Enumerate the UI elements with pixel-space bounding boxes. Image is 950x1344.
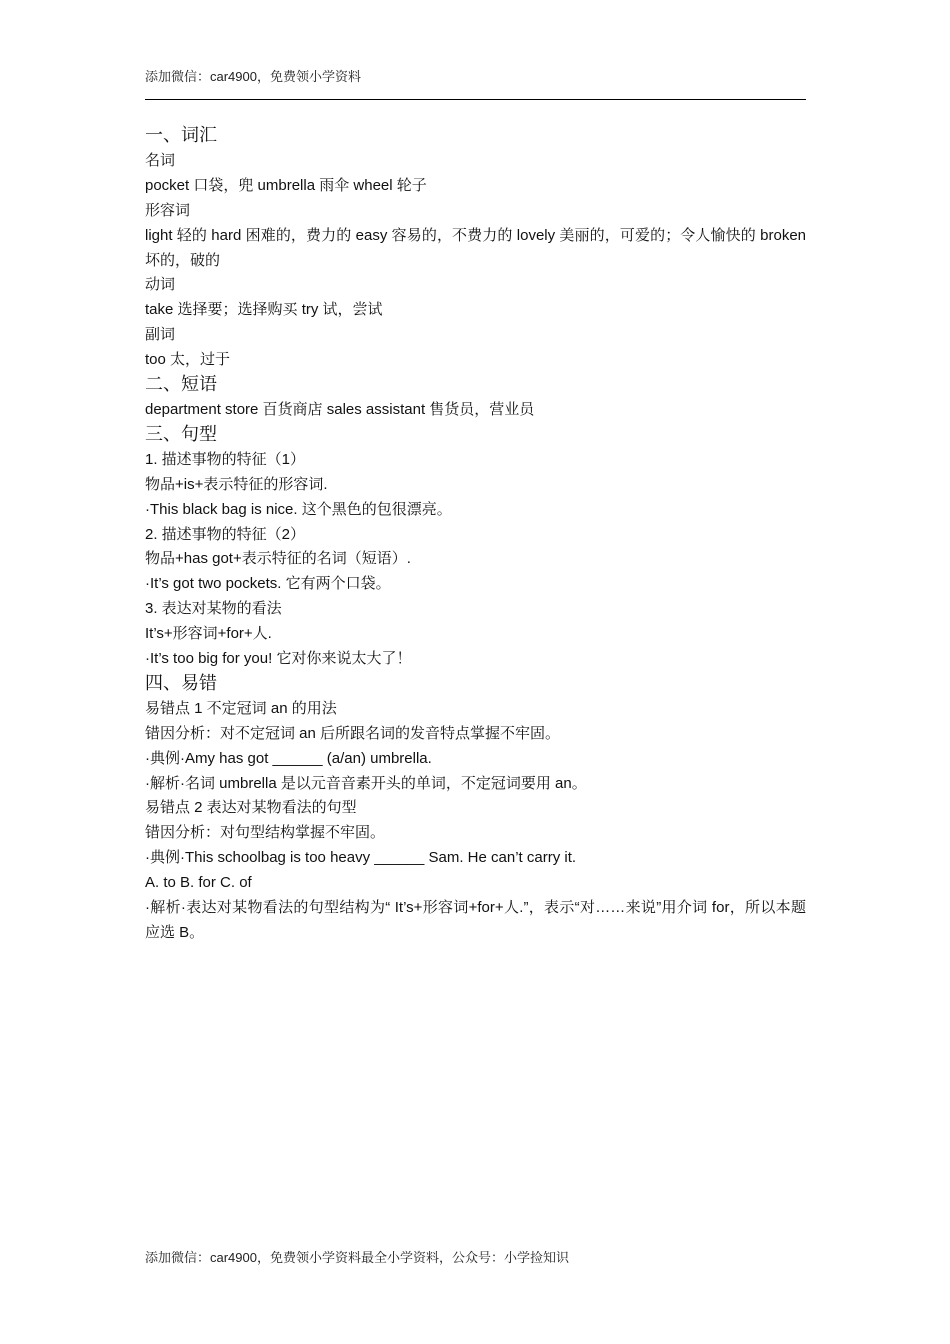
text-line: 名词: [145, 151, 176, 169]
text-line: 1. 描述事物的特征（1）: [145, 450, 306, 468]
text-line: department store 百货商店 sales assistant 售货员，营业员: [145, 400, 535, 418]
section-heading: 三、句型: [145, 423, 217, 445]
text-line: A. to B. for C. of: [145, 874, 252, 892]
text-line: ·解析·表达对某物看法的句型结构为“ It’s+形容词+for+人.”，表示“对……来说”用介词 for，所以本题应选 B。: [145, 899, 806, 941]
text-line: 动词: [145, 276, 176, 294]
text-line: 形容词: [145, 201, 191, 219]
text-line: 物品+has got+表示特征的名词（短语）.: [145, 550, 411, 568]
text-line: too 太，过于: [145, 351, 231, 369]
text-line: 副词: [145, 326, 176, 344]
text-line: ·It’s too big for you! 它对你来说太大了！: [145, 650, 412, 668]
text-line: 2. 描述事物的特征（2）: [145, 525, 306, 543]
text-line: ·典例·Amy has got ______ (a/an) umbrella.: [145, 749, 432, 767]
text-line: take 选择要；选择购买 try 试，尝试: [145, 301, 383, 319]
text-line: 物品+is+表示特征的形容词.: [145, 475, 328, 493]
text-line: ·It’s got two pockets. 它有两个口袋。: [145, 575, 391, 593]
text-line: 易错点 2 表达对某物看法的句型: [145, 799, 357, 817]
section-heading: 四、易错: [145, 672, 217, 694]
text-line: light 轻的 hard 困难的，费力的 easy 容易的，不费力的 lovely 美丽的，可爱的；令人愉快的 broken 坏的，破的: [145, 226, 806, 269]
text-line: pocket 口袋，兜 umbrella 雨伞 wheel 轮子: [145, 176, 427, 194]
text-line: 错因分析：对句型结构掌握不牢固。: [145, 824, 386, 842]
header-divider: [145, 99, 806, 100]
document-body: [145, 124, 806, 946]
text-line: ·解析·名词 umbrella 是以元音音素开头的单词，不定冠词要用 an。: [145, 774, 587, 792]
text-line: ·This black bag is nice. 这个黑色的包很漂亮。: [145, 500, 452, 518]
text-line: It’s+形容词+for+人.: [145, 625, 272, 643]
section-heading: 一、词汇: [145, 125, 217, 146]
page-footer: 添加微信：car4900，免费领小学资料最全小学资料，公众号：小学捡知识: [145, 1250, 569, 1265]
text-line: 3. 表达对某物的看法: [145, 600, 282, 618]
text-line: 错因分析：对不定冠词 an 后所跟名词的发音特点掌握不牢固。: [145, 724, 561, 742]
section-heading: 二、短语: [145, 374, 217, 396]
text-line: 易错点 1 不定冠词 an 的用法: [145, 699, 337, 717]
page-header: 添加微信：car4900，免费领小学资料: [145, 69, 361, 84]
text-line: ·典例·This schoolbag is too heavy ______ Sam. He can’t carry it.: [145, 849, 577, 867]
